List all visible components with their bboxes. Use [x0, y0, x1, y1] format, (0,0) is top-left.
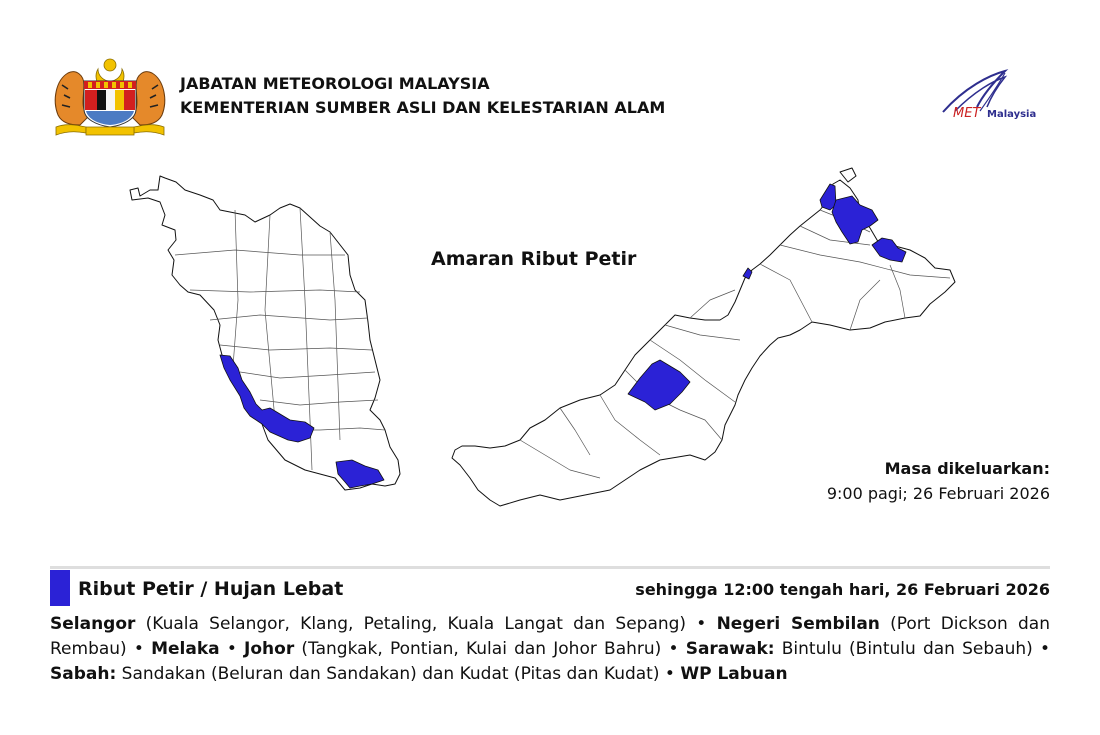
agency-name: JABATAN METEOROLOGI MALAYSIA: [180, 74, 490, 93]
affected-areas: [50, 612, 1050, 687]
area-detail: (Kuala Selangor, Klang, Petaling, Kuala Langat dan Sepang) •: [135, 614, 717, 634]
legend-swatch: [50, 570, 70, 606]
agency-title: [180, 72, 665, 120]
banggi-island: [840, 168, 856, 182]
area-state: WP Labuan: [680, 664, 788, 684]
area-detail: (Tangkak, Pontian, Kulai dan Johor Bahru) •: [294, 639, 686, 659]
peninsular-outline: [130, 176, 400, 490]
area-state: Melaka: [151, 639, 220, 659]
header: [50, 55, 1050, 145]
area-state: Negeri Sembilan: [716, 614, 880, 634]
malaysia-coat-of-arms-icon: [50, 55, 170, 140]
metmalaysia-logo-icon: [935, 67, 1050, 122]
area-state: Johor: [244, 639, 295, 659]
area-detail: Bintulu (Bintulu dan Sebauh) •: [774, 639, 1050, 659]
area-detail: (Port Dickson dan Rembau) •: [50, 614, 1050, 659]
validity-text: sehingga 12:00 tengah hari, 26 Februari 2026: [635, 580, 1050, 599]
area-detail: •: [219, 639, 245, 659]
peninsular-malaysia: [130, 176, 400, 490]
map-title: Amaran Ribut Petir: [431, 248, 637, 270]
legend-label: Ribut Petir / Hujan Lebat: [78, 578, 344, 600]
legend-row: [50, 570, 1050, 606]
issued-value: 9:00 pagi; 26 Februari 2026: [826, 484, 1050, 503]
logo-text-malaysia: Malaysia: [987, 109, 1037, 120]
logo-text-met: MET: [953, 106, 981, 121]
divider: [50, 566, 1050, 569]
issued-time: [827, 456, 1050, 506]
area-detail: Sandakan (Beluran dan Sandakan) dan Kudat (Pitas dan Kudat) •: [116, 664, 681, 684]
ministry-name: KEMENTERIAN SUMBER ASLI DAN KELESTARIAN ALAM: [180, 98, 666, 117]
area-state: Sabah:: [50, 664, 117, 684]
issued-label: Masa dikeluarkan:: [884, 459, 1050, 478]
area-state: Selangor: [50, 614, 136, 634]
area-state: Sarawak:: [685, 639, 775, 659]
